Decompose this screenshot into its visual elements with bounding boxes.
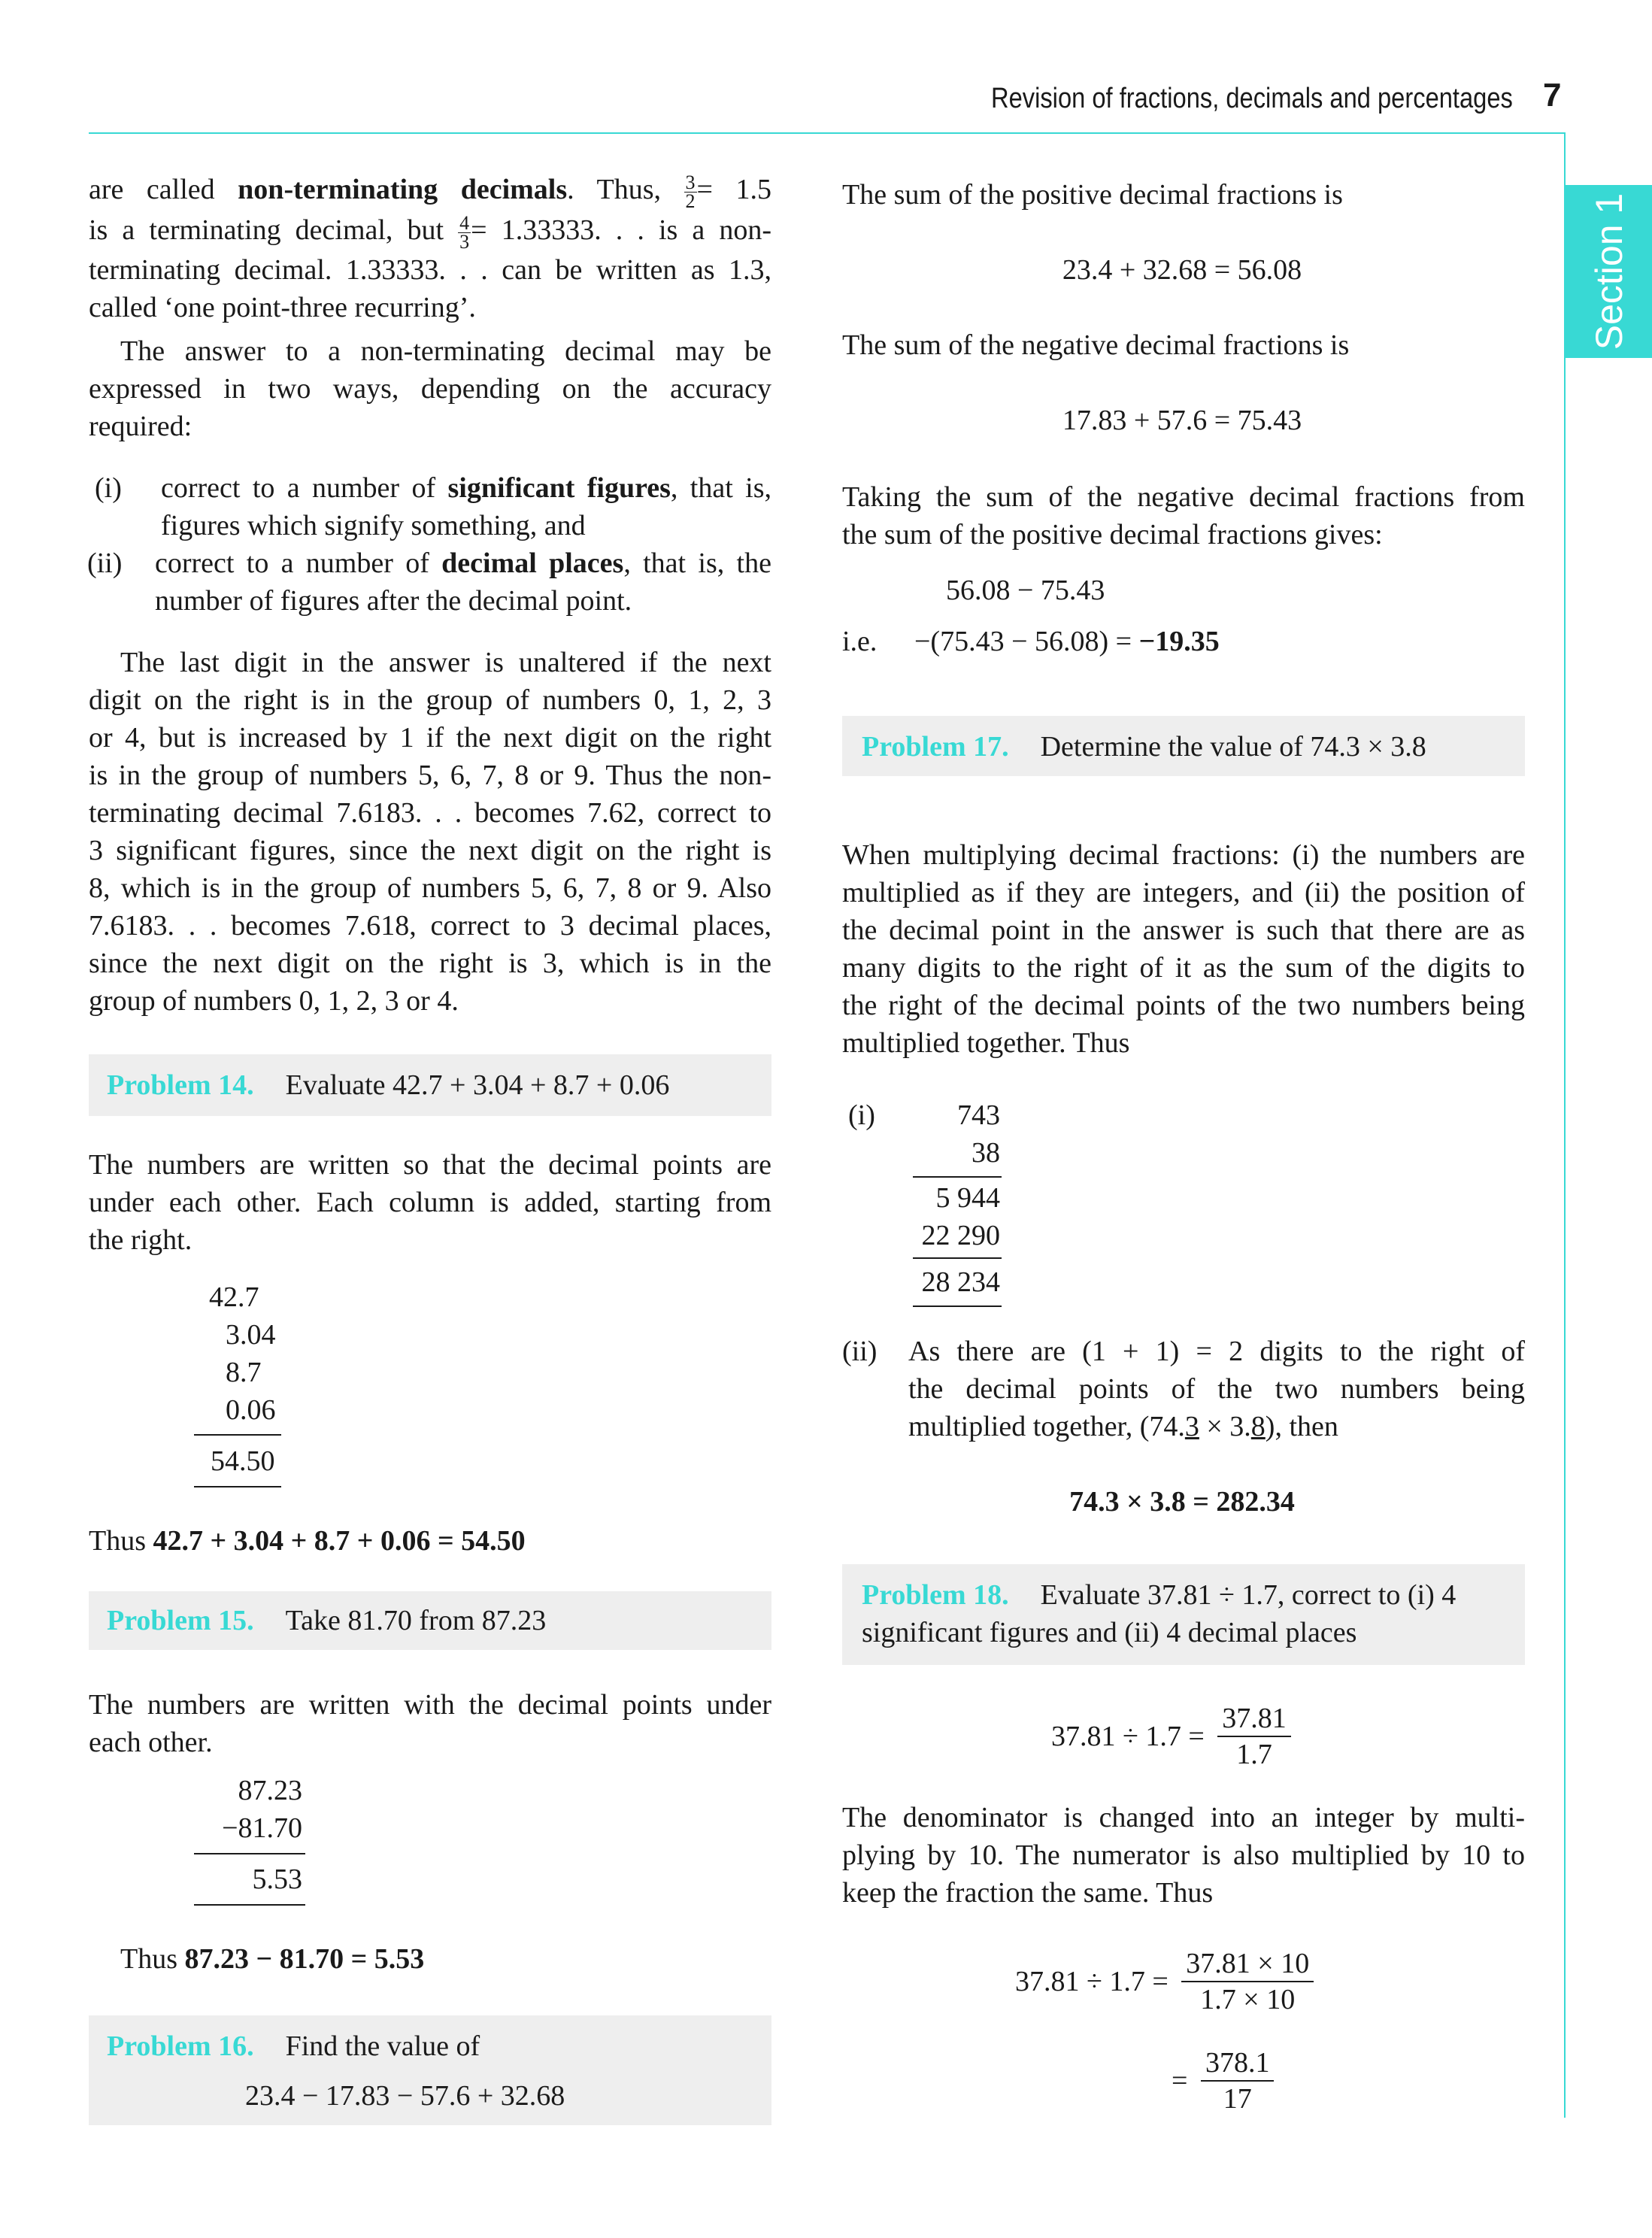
problem-15-solution: The numbers are written with the decimal points under each other. <box>89 1689 771 1758</box>
problem-15-label: Problem 15. <box>107 1605 254 1636</box>
difference-rule <box>194 1904 305 1906</box>
difference-result: −(75.43 − 56.08) = −19.35 <box>914 626 1220 657</box>
division-equation-1: 37.81 ÷ 1.7 = $\frac{37.81}{1.7}$ <box>1051 1701 1291 1772</box>
addend: 0.06 <box>226 1394 276 1426</box>
product-rule <box>913 1306 1002 1307</box>
problem-15-column-subtraction <box>194 1772 305 1907</box>
problem-18-solution: The denominator is changed into an integer by multi- plying by 10. The numerator is also multiplied by 10 to keep the fraction the same. Thus <box>842 1802 1525 1909</box>
decimal-point-explanation: As there are (1 + 1) = 2 digits to the right of the decimal points of the two numbers being multiplied together, (74.3 × 3.8), then <box>908 1336 1525 1442</box>
difference: 5.53 <box>252 1863 302 1895</box>
multiplicand: 743 <box>957 1099 1000 1131</box>
multiplication-label: (i) <box>848 1099 875 1131</box>
partial-product: 22 290 <box>921 1220 1000 1251</box>
negative-sum-intro: The sum of the negative decimal fractions is <box>842 329 1350 361</box>
difference-expression: 56.08 − 75.43 <box>946 575 1105 606</box>
problem-16-box <box>89 2015 771 2125</box>
fraction-four-thirds: $\frac{4}{3}$ <box>459 211 470 253</box>
positive-sum-intro: The sum of the positive decimal fractions is <box>842 179 1343 211</box>
product-rule <box>913 1257 1002 1259</box>
addend: 42.7 <box>209 1281 259 1313</box>
difference-intro: Taking the sum of the negative decimal fractions from the sum of the positive decimal fractions gives: <box>842 481 1525 550</box>
division-equation-3: = $\frac{378.1}{17}$ <box>1172 2045 1274 2116</box>
intro-paragraph <box>89 171 772 326</box>
positive-sum-equation: 23.4 + 32.68 = 56.08 <box>1062 254 1302 286</box>
problem-16-expression: 23.4 − 17.83 − 57.6 + 32.68 <box>245 2080 565 2112</box>
difference-rule <box>194 1853 305 1854</box>
intro-line-2: is a terminating decimal, but $\frac{4}{3}$ = 1.33333. . . is a non- <box>89 211 772 253</box>
addend: 8.7 <box>226 1357 262 1388</box>
product: 28 234 <box>921 1266 1000 1298</box>
subtrahend: −81.70 <box>222 1812 302 1844</box>
problem-14-column-sum <box>194 1278 281 1504</box>
decimal-point-label: (ii) <box>842 1336 878 1367</box>
section-tab-label: Section 1 <box>1587 193 1630 350</box>
ie-label: i.e. <box>842 626 878 657</box>
negative-sum-equation: 17.83 + 57.6 = 75.43 <box>1062 405 1302 436</box>
rounding-paragraph: The last digit in the answer is unaltered if the next digit on the right is in the group of numbers 0, 1, 2, 3 or 4, but is increased by 1 if the next digit on the right is in the group of numbers 5, 6, 7, 8 or 9. Thus the non- terminating decimal 7.6183. . . becomes 7.62, correct to 3 significant figures, since the next digit on the right is 8, which is in the group of numbers 5, 6, 7, 8 or 9. Also 7.6183. . . becomes 7.618, correct to 3 decimal places, since the next digit on the right is 3, which is in the group of numbers 0, 1, 2, 3 or 4. <box>89 647 771 1017</box>
product-rule <box>913 1176 1002 1178</box>
multiplication-result: 74.3 × 3.8 = 282.34 <box>1069 1486 1295 1518</box>
problem-14-solution: The numbers are written so that the decimal points are under each other. Each column is added, starting from the right. <box>89 1149 771 1256</box>
intro-line-1: are called non-terminating decimals. Thus, $\frac{3}{2}$ = 1.5 <box>89 171 771 212</box>
problem-17-text: Determine the value of 74.3 × 3.8 <box>1040 731 1426 763</box>
header-rule <box>89 132 1564 134</box>
intro-line-4: called ‘one point-three recurring’. <box>89 291 476 323</box>
accuracy-list-item-1: (i) correct to a number of significant figures, that is, figures which signify something, and <box>95 472 771 541</box>
addend: 3.04 <box>226 1319 276 1351</box>
sum-rule <box>194 1486 281 1487</box>
fraction: $\frac{37.81}{1.7}$ <box>1217 1701 1291 1772</box>
problem-14-text: Evaluate 42.7 + 3.04 + 8.7 + 0.06 <box>285 1069 670 1101</box>
accuracy-list-item-2: (ii) correct to a number of decimal places, that is, the number of figures after the decimal point. <box>87 547 771 617</box>
accuracy-paragraph: The answer to a non-terminating decimal may be expressed in two ways, depending on the accuracy required: <box>89 335 771 442</box>
problem-16-label: Problem 16. <box>107 2030 254 2062</box>
minuend: 87.23 <box>238 1775 302 1806</box>
multiplier: 38 <box>971 1137 1000 1169</box>
running-header-title: Revision of fractions, decimals and percentages <box>991 83 1513 114</box>
problem-15-conclusion: Thus 87.23 − 81.70 = 5.53 <box>120 1943 425 1975</box>
problem-17-box <box>842 716 1525 776</box>
sum-rule <box>194 1434 281 1436</box>
problem-17-label: Problem 17. <box>862 731 1009 763</box>
problem-18-text-line-2: significant figures and (ii) 4 decimal places <box>862 1617 1357 1648</box>
right-margin-rule <box>1564 132 1566 2118</box>
problem-18-label: Problem 18. <box>862 1579 1009 1611</box>
division-equation-2: 37.81 ÷ 1.7 = $\frac{37.81 \times 10}{1.7 \times 10}$ <box>1015 1946 1314 2017</box>
problem-14-label: Problem 14. <box>107 1069 254 1101</box>
problem-17-solution: When multiplying decimal fractions: (i) the numbers are multiplied as if they are integers, and (ii) the position of the decimal point in the answer is such that there are as many digits to the right of it as the sum of the digits to the right of the decimal points of the two numbers being multiplied together. Thus <box>842 839 1525 1059</box>
problem-15-box <box>89 1591 771 1650</box>
partial-product: 5 944 <box>935 1182 1000 1214</box>
intro-line-3: terminating decimal. 1.33333. . . can be written as 1.3, <box>89 253 771 286</box>
section-tab <box>1566 185 1652 358</box>
problem-18-box <box>842 1564 1525 1665</box>
fraction: $\frac{378.1}{17}$ <box>1201 2045 1275 2116</box>
problem-15-text: Take 81.70 from 87.23 <box>285 1605 547 1636</box>
fraction-three-halves: $\frac{3}{2}$ <box>685 171 696 212</box>
problem-14-conclusion: Thus 42.7 + 3.04 + 8.7 + 0.06 = 54.50 <box>89 1525 526 1557</box>
problem-14-box <box>89 1054 771 1116</box>
page-number: 7 <box>1543 77 1562 114</box>
problem-18-text-line-1: Evaluate 37.81 ÷ 1.7, correct to (i) 4 <box>1040 1579 1456 1611</box>
fraction: $\frac{37.81 \times 10}{1.7 \times 10}$ <box>1181 1946 1314 2017</box>
sum-total: 54.50 <box>211 1445 275 1477</box>
problem-16-text: Find the value of <box>285 2030 480 2062</box>
long-multiplication <box>913 1096 1002 1307</box>
